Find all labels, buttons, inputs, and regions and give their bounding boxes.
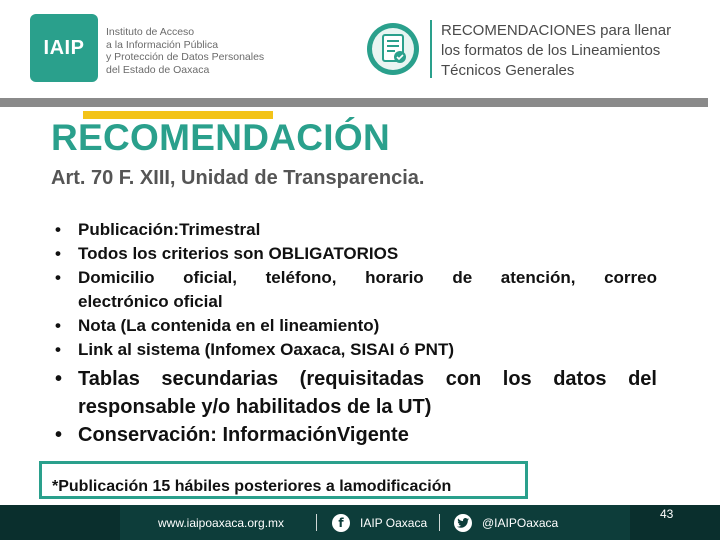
bullet-item bbox=[51, 218, 657, 242]
footer-separator bbox=[316, 514, 317, 531]
bullet-list bbox=[51, 218, 657, 449]
bullet-text: Link al sistema (Infomex Oaxaca, SISAI ó PNT) bbox=[78, 340, 455, 359]
footer-edge bbox=[630, 505, 720, 540]
facebook-icon: f bbox=[332, 514, 350, 532]
bullet-dot: • bbox=[55, 424, 63, 446]
bullet-text: Publicación:Trimestral bbox=[78, 220, 261, 239]
bullet-text: Conservación: InformaciónVigente bbox=[78, 424, 409, 446]
institute-line: y Protección de Datos Personales bbox=[106, 51, 265, 63]
slide-footer bbox=[0, 505, 720, 540]
bullet-dot: • bbox=[55, 220, 61, 239]
bullet-item-large bbox=[51, 365, 657, 421]
institute-line: a la Información Pública bbox=[106, 38, 219, 51]
document-checklist-icon bbox=[366, 22, 420, 76]
twitter-link[interactable]: @IAIPOaxaca bbox=[482, 515, 559, 530]
header-gray-bar bbox=[0, 98, 708, 107]
footer-facebook[interactable] bbox=[332, 505, 427, 540]
twitter-icon bbox=[454, 514, 472, 532]
institute-name bbox=[106, 26, 286, 76]
bullet-item bbox=[51, 314, 657, 338]
bullet-dot: • bbox=[55, 368, 63, 390]
bullet-dot: • bbox=[55, 340, 61, 359]
header-title-line: Técnicos Generales bbox=[441, 62, 575, 79]
bullet-item bbox=[51, 338, 657, 362]
footer-twitter[interactable] bbox=[454, 505, 558, 540]
bullet-item-large bbox=[51, 421, 657, 449]
bullet-text: Tablas secundarias (requisitadas con los datos del bbox=[78, 368, 657, 390]
bullet-text: Domicilio oficial, teléfono, horario de atención, correo bbox=[78, 268, 657, 287]
website-link[interactable]: www.iaipoaxaca.org.mx bbox=[158, 515, 285, 530]
globe-icon bbox=[138, 514, 144, 532]
header-title-line: RECOMENDACIONES para llenar bbox=[441, 22, 672, 39]
header-divider bbox=[430, 20, 432, 78]
bullet-dot: • bbox=[55, 244, 61, 263]
bullet-dot: • bbox=[55, 268, 61, 287]
bullet-dot: • bbox=[55, 316, 61, 335]
publication-note-box bbox=[39, 461, 528, 499]
header-title bbox=[441, 21, 711, 81]
page-number: 43 bbox=[660, 507, 674, 521]
bullet-text-continued: responsable y/o habilitados de la UT) bbox=[78, 396, 432, 418]
bullet-text: Todos los criterios son OBLIGATORIOS bbox=[78, 244, 399, 263]
institute-line: del Estado de Oaxaca bbox=[106, 63, 210, 76]
logo-badge-text: IAIP bbox=[43, 36, 85, 59]
bullet-text-continued: electrónico oficial bbox=[78, 292, 223, 311]
iaip-logo bbox=[30, 14, 98, 82]
slide-title: RECOMENDACIÓN bbox=[51, 117, 390, 158]
bullet-text: Nota (La contenida en el lineamiento) bbox=[78, 316, 380, 335]
bullet-item bbox=[51, 242, 657, 266]
publication-note: *Publicación 15 hábiles posteriores a lamodificación bbox=[52, 478, 452, 495]
footer-website[interactable] bbox=[138, 505, 284, 540]
footer-separator bbox=[439, 514, 440, 531]
slide-header bbox=[0, 0, 720, 98]
bullet-item bbox=[51, 266, 657, 314]
slide-subtitle: Art. 70 F. XIII, Unidad de Transparencia. bbox=[51, 167, 425, 189]
header-title-line: los formatos de los Lineamientos bbox=[441, 42, 661, 59]
footer-edge bbox=[0, 505, 120, 540]
facebook-link[interactable]: IAIP Oaxaca bbox=[360, 515, 428, 530]
institute-line: Instituto de Acceso bbox=[106, 26, 195, 38]
